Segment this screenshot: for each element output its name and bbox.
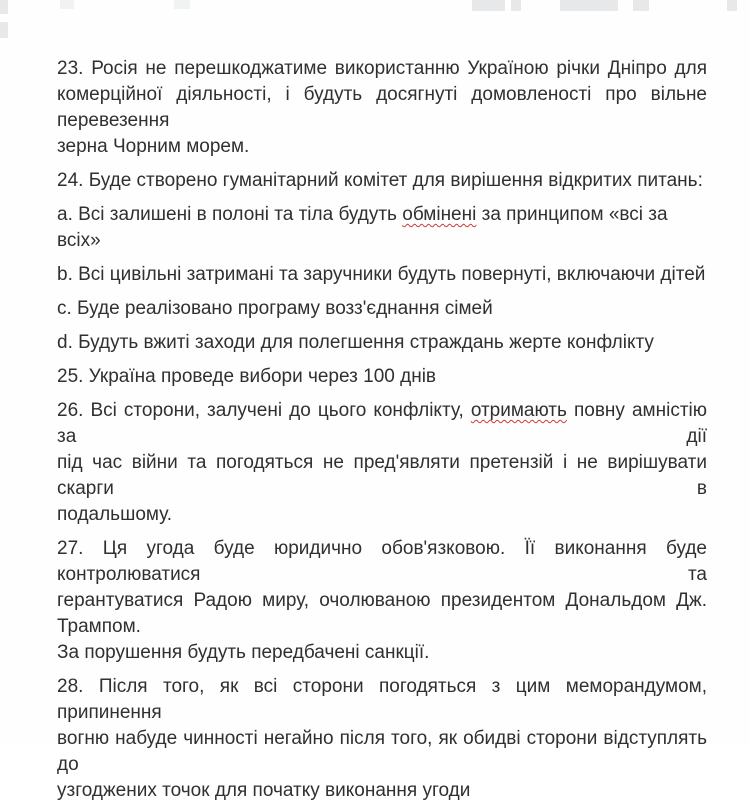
cropped-text-remnant: [472, 0, 505, 11]
text-line: [57, 778, 707, 804]
text-segment: 26. Всі сторони, залучені до цього конфлікту,: [57, 400, 471, 421]
paragraph-item-24a: [57, 202, 707, 254]
text-segment: 25. Україна проведе вибори через 100 днів: [57, 366, 437, 387]
text-line: [57, 450, 707, 502]
text-line: [57, 296, 707, 322]
text-line: [57, 56, 707, 82]
text-line: [57, 202, 707, 254]
spellcheck-marked-word: обмінені: [402, 204, 477, 225]
text-segment: комерційної діяльності, і будуть досягнуті домовленості про вільне перевезення: [57, 84, 707, 131]
text-segment: вогню набуде чинності негайно після того, як обидві сторони відступлять до: [57, 728, 707, 775]
text-segment: b. Всі цивільні затримані та заручники будуть повернуті, включаючи дітей: [57, 264, 706, 285]
text-segment: За порушення будуть передбачені санкції.: [57, 642, 430, 663]
paragraph-item-27: [57, 536, 707, 666]
spellcheck-marked-word: отримають: [470, 400, 567, 421]
text-segment: за принципом «всі за всіх»: [57, 204, 668, 251]
text-segment: d. Будуть вжиті заходи для полегшення страждань жерте конфлікту: [57, 332, 654, 353]
text-segment: 24. Буде створено гуманітарний комітет для вирішення відкритих питань:: [57, 170, 703, 191]
paragraph-item-24c: [57, 296, 707, 322]
text-segment: узгоджених точок для початку виконання угоди: [57, 780, 471, 801]
text-segment: повну амністію за дії: [57, 400, 707, 447]
cropped-text-remnant: [60, 0, 74, 9]
text-segment: подальшому.: [57, 504, 173, 525]
text-segment: 23. Росія не перешкоджатиме використанню Україною річки Дніпро для: [57, 58, 707, 79]
paragraph-item-24d: [57, 330, 707, 356]
paragraph-item-28: [57, 674, 707, 804]
cropped-text-remnant: [511, 0, 521, 11]
paragraph-item-26: [57, 398, 707, 528]
text-segment: c. Буде реалізовано програму возз'єднання сімей: [57, 298, 493, 319]
text-line: [57, 262, 707, 288]
text-segment: зерна Чорним морем.: [57, 136, 250, 157]
cropped-text-remnant: [0, 0, 8, 14]
text-line: [57, 330, 707, 356]
paragraph-item-24: [57, 168, 707, 194]
cropped-text-remnant: [0, 22, 8, 38]
text-line: [57, 398, 707, 450]
text-line: [57, 726, 707, 778]
text-segment: герантуватися Радою миру, очолюваною президентом Дональдом Дж. Трампом.: [57, 590, 707, 637]
text-line: [57, 588, 707, 640]
text-line: [57, 502, 707, 528]
cropped-text-remnant: [174, 0, 190, 9]
text-line: [57, 168, 707, 194]
text-segment: 27. Ця угода буде юридично обов'язковою. Її виконання буде контролюватися та: [57, 538, 707, 585]
text-line: [57, 82, 707, 134]
text-segment: під час війни та погодяться не пред'являти претензій і не вирішувати скарги в: [57, 452, 707, 499]
text-segment: 28. Після того, як всі сторони погодяться з цим меморандумом, припинення: [57, 676, 707, 723]
text-line: [57, 536, 707, 588]
paragraph-item-23: [57, 56, 707, 160]
text-segment: a. Всі залишені в полоні та тіла будуть: [57, 204, 403, 225]
text-line: [57, 640, 707, 666]
cropped-text-remnant: [560, 0, 618, 11]
paragraph-item-25: [57, 364, 707, 390]
text-line: [57, 134, 707, 160]
paragraph-item-24b: [57, 262, 707, 288]
text-line: [57, 674, 707, 726]
cropped-text-remnant: [727, 0, 737, 11]
document-body: [57, 56, 707, 812]
text-line: [57, 364, 707, 390]
cropped-text-remnant: [633, 0, 649, 11]
